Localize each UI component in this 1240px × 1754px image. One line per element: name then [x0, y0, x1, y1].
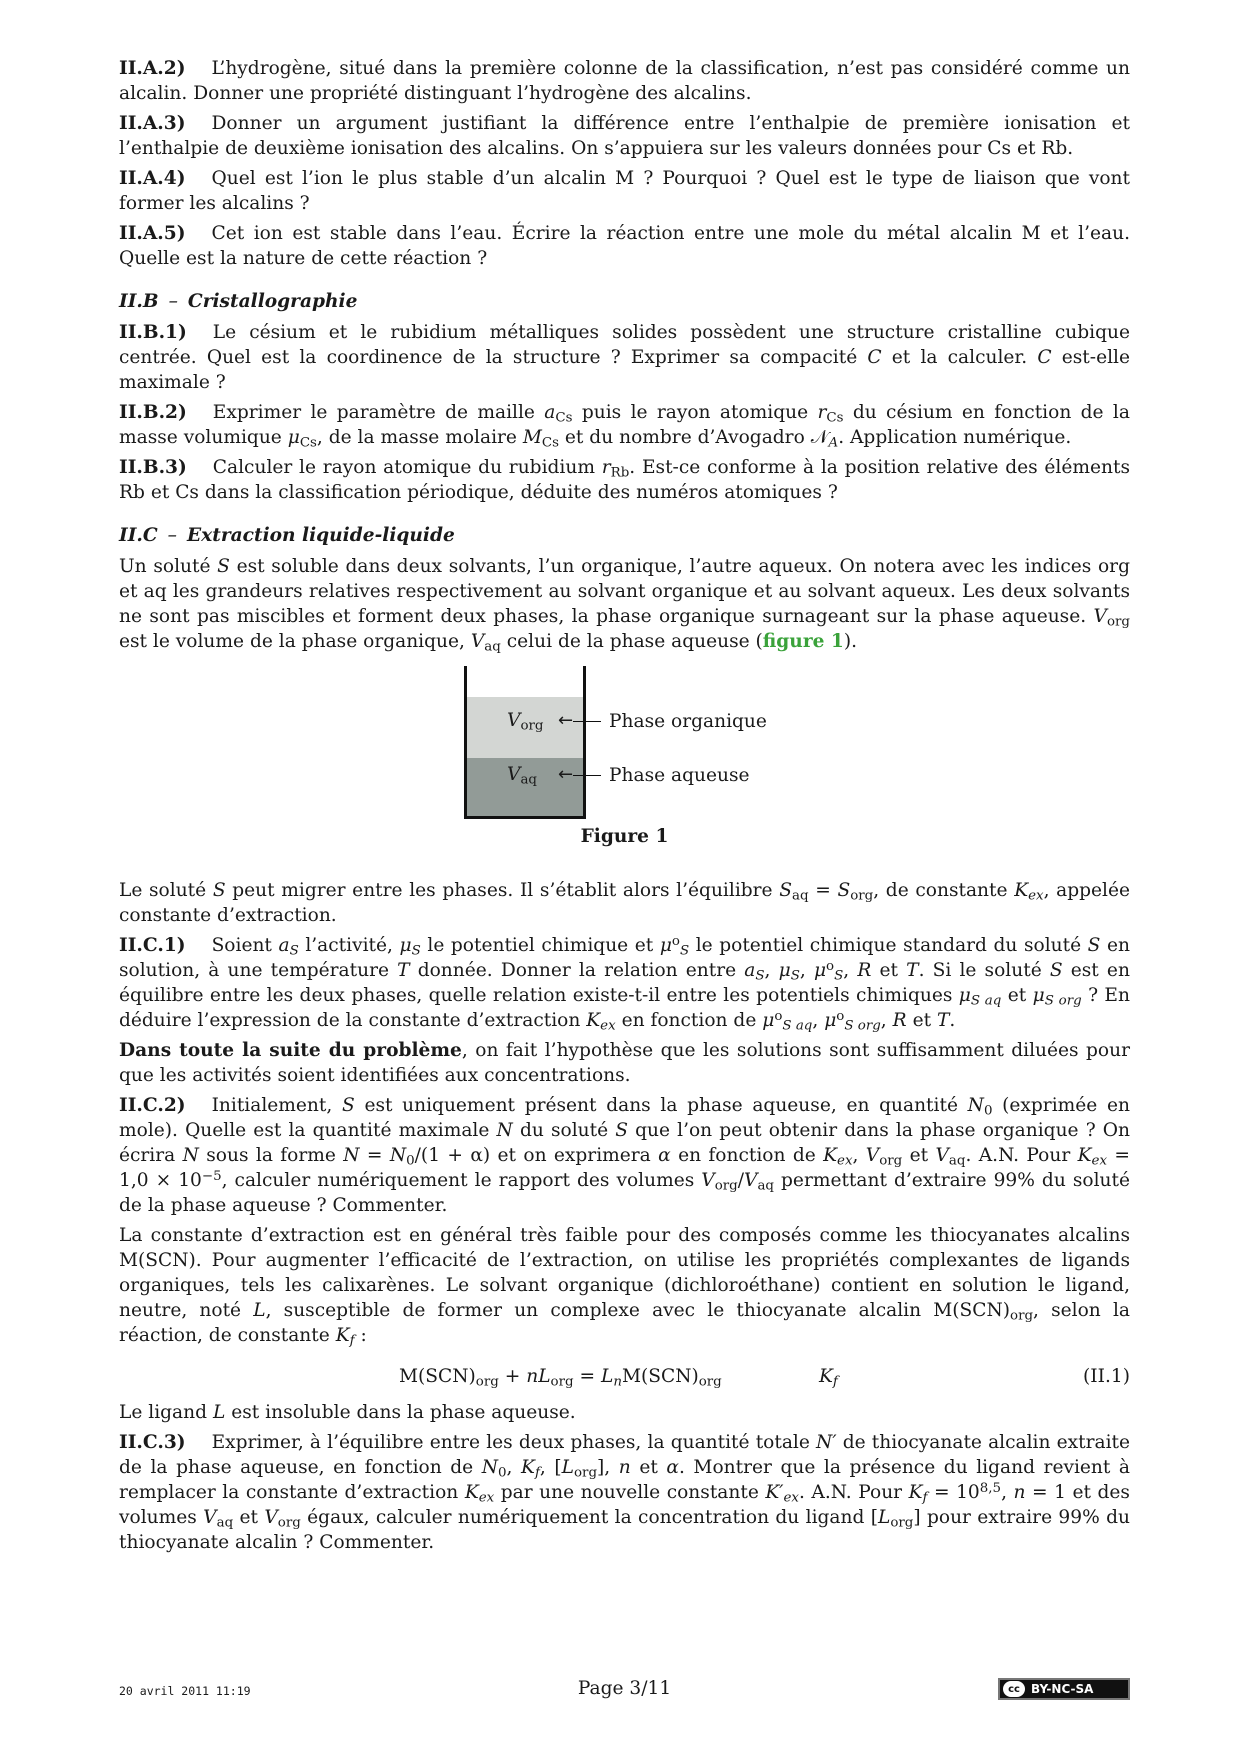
page-footer — [119, 1676, 1130, 1706]
label-phase-aqueuse: Phase aqueuse — [609, 765, 750, 786]
question-II-C-3: II.C.3) Exprimer, à l’équilibre entre les deux phases, la quantité totale N′ de thiocyanate alcalin extraite de la phase aqueuse, en fonction de $N_0$, $K_f$, $[L_{org}]$, n et α. Montrer que la présence du ligand revient à remplacer la constante d’extraction $K_{ex}$ par une nouvelle constante $K'_{ex}$. A.N. Pour $K_f = 10^{8,5}$, n = 1 et des volumes $V_{aq}$ et $V_{org}$ égaux, calculer numériquement la concentration du ligand $[L_{org}]$ pour extraire 99% du thiocyanate alcalin ? Commenter. — [119, 1432, 1131, 1553]
section-heading-cristallographie: II.B – Cristallographie — [119, 291, 358, 312]
leader-line-aq — [573, 775, 601, 776]
question-II-A-4: II.A.4) Quel est l’ion le plus stable d’un alcalin M ? Pourquoi ? Quel est le type de liaison que vont former les alcalins ? — [119, 168, 1130, 214]
equation-II-1 — [119, 1360, 1130, 1394]
v-org-label: $V_{org}$ — [507, 710, 544, 734]
figure-caption: Figure 1 — [580, 826, 669, 847]
question-II-A-5: II.A.5) Cet ion est stable dans l’eau. Écrire la réaction entre une mole du métal alcalin M et l’eau. Quelle est la nature de cette réaction ? — [119, 223, 1130, 269]
figure-1-link[interactable]: figure 1 — [762, 631, 844, 652]
equation-number: (II.1) — [1083, 1366, 1130, 1387]
arrow-left-icon: ← — [558, 764, 574, 785]
footer-date: 20 avril 2011 11:19 — [119, 1684, 251, 1698]
question-II-A-3: II.A.3) Donner un argument justifiant la différence entre l’enthalpie de première ionisation et l’enthalpie de deuxième ionisation des alcalins. On s’appuiera sur les valeurs données pour Cs et Rb. — [119, 113, 1130, 159]
license-text: BY-NC-SA — [1031, 1682, 1094, 1696]
equation-body: $M(SCN)_{org} + nL_{org} = L_nM(SCN)_{org}$ — [399, 1366, 722, 1390]
ligand-intro-paragraph: La constante d’extraction est en général très faible pour des composés comme les thiocyanates alcalins M(SCN). Pour augmenter l’efficacité de l’extraction, on utilise les propriétés complexantes de ligands organiques, tels les calixarènes. Le solvant organique (dichloroéthane) contient en solution le ligand, neutre, noté L, susceptible de former un complexe avec le thiocyanate alcalin $M(SCN)_{org}$, selon la réaction, de constante $K_f$ : — [119, 1225, 1130, 1349]
question-II-C-2: II.C.2) Initialement, S est uniquement présent dans la phase aqueuse, en quantité $N_0$ (exprimée en mole). Quelle est la quantité maximale N du soluté S que l’on peut obtenir dans la phase organique ? On écrira N sous la forme $N = N_0/(1 + \alpha)$ et on exprimera α en fonction de $K_{ex}$, $V_{org}$ et $V_{aq}$. A.N. Pour $K_{ex} = 1,0 \times 10^{-5}$, calculer numériquement le rapport des volumes $V_{org}/V_{aq}$ permettant d’extraire 99% du soluté de la phase aqueuse ? Commenter. — [119, 1095, 1131, 1216]
question-II-B-2: II.B.2) Exprimer le paramètre de maille $a_{Cs}$ puis le rayon atomique $r_{Cs}$ du césium en fonction de la masse volumique $\mu_{Cs}$, de la masse molaire $M_{Cs}$ et du nombre d’Avogadro 𝒩$_A$. Application numérique. — [119, 402, 1130, 451]
question-II-B-1: II.B.1) Le césium et le rubidium métalliques solides possèdent une structure cristalline cubique centrée. Quel est la coordinence de la structure ? Exprimer sa compacité C et la calculer. C est-elle maximale ? — [119, 322, 1130, 393]
ligand-insoluble-paragraph: Le ligand L est insoluble dans la phase aqueuse. — [119, 1402, 576, 1423]
v-aq-label: $V_{aq}$ — [507, 764, 537, 788]
beaker-diagram — [464, 666, 586, 819]
equation-constant: $K_f$ — [819, 1366, 838, 1390]
section-heading-extraction: II.C – Extraction liquide-liquide — [119, 525, 455, 546]
arrow-left-icon: ← — [558, 710, 574, 731]
question-II-C-1: II.C.1) Soient $a_S$ l’activité, $\mu_S$ le potentiel chimique et $\mu^o_S$ le potentiel chimique standard du soluté S en solution, à une température T donnée. Donner la relation entre $a_S$, $\mu_S$, $\mu^o_S$, R et T. Si le soluté S est en équilibre entre les deux phases, quelle relation existe-t-il entre les potentiels chimiques $\mu_{S aq}$ et $\mu_{S org}$ ? En déduire l’expression de la constante d’extraction $K_{ex}$ en fonction de $\mu^o_{S aq}$, $\mu^o_{S org}$, R et T. — [119, 933, 1130, 1034]
equilibrium-paragraph: Le soluté S peut migrer entre les phases. Il s’établit alors l’équilibre $S_{aq} = S_{org}$, de constante $K_{ex}$, appelée constante d’extraction. — [119, 880, 1130, 926]
leader-line-org — [573, 721, 601, 722]
page-content — [119, 56, 1130, 1560]
creative-commons-icon: cc — [1003, 1681, 1025, 1697]
license-badge[interactable] — [998, 1678, 1130, 1700]
question-II-A-2: II.A.2) L’hydrogène, situé dans la première colonne de la classification, n’est pas considéré comme un alcalin. Donner une propriété distinguant l’hydrogène des alcalins. — [119, 58, 1130, 104]
intro-paragraph-extraction: Un soluté S est soluble dans deux solvants, l’un organique, l’autre aqueux. On notera avec les indices org et aq les grandeurs relatives respectivement au solvant organique et au solvant aqueux. Les deux solvants ne sont pas miscibles et forment deux phases, la phase organique surnageant sur la phase aqueuse. $V_{org}$ est le volume de la phase organique, $V_{aq}$ celui de la phase aqueuse (figure 1). — [119, 556, 1130, 655]
figure-1 — [119, 666, 1130, 878]
hypothesis-paragraph: Dans toute la suite du problème, on fait l’hypothèse que les solutions sont suffisamment diluées pour que les activités soient identifiées aux concentrations. — [119, 1040, 1130, 1086]
question-II-B-3: II.B.3) Calculer le rayon atomique du rubidium $r_{Rb}$. Est-ce conforme à la position relative des éléments Rb et Cs dans la classification périodique, déduite des numéros atomiques ? — [119, 457, 1130, 503]
page-number: Page 3/11 — [577, 1678, 672, 1699]
label-phase-organique: Phase organique — [609, 711, 767, 732]
